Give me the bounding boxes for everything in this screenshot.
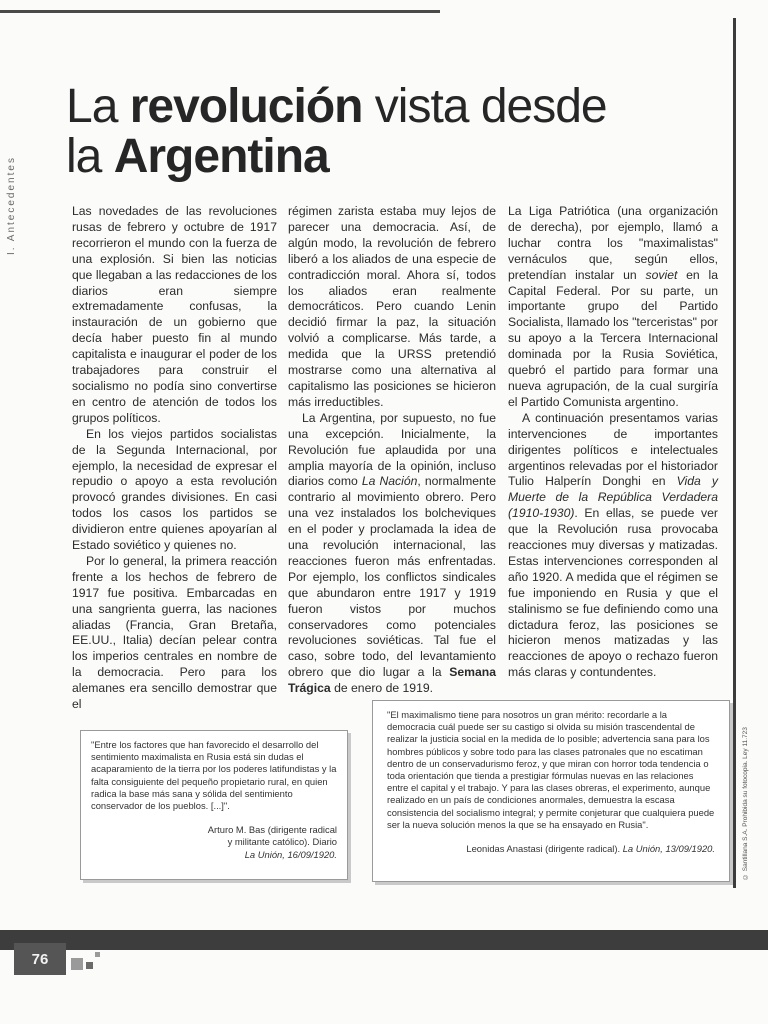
decorative-square <box>95 952 100 957</box>
copyright-notice: © Santillana S.A. Prohibida su fotocopia. Ley 11.723 <box>742 727 749 880</box>
text-column-1 <box>72 204 277 713</box>
quote-attribution: Arturo M. Bas (dirigente radical y militante católico). Diario La Unión, 16/09/1920. <box>207 824 337 860</box>
side-running-title: I. Antecedentes <box>6 156 17 255</box>
quote-text: "El maximalismo tiene para nosotros un gran mérito: recordarle a la democracia cuál puede ser su castigo si olvida su misión trascendental de realizar la justicia social en la medida de lo posible; advertencia sana para los hombres públicos y sobre todo para las clases patronales que no escatiman dentro de un conservadurismo feroz, y que miran con horror toda tendencia o toda orientación que tienda a prestigiar fórmulas nuevas en las relaciones entre el capital y el trabajo. Y para las clases obreras, el experimento, aunque realizado en un país de condiciones anormales, demuestra la escasa consistencia del socialismo integral; y permite conjeturar que cualquiera puede ser la nueva solución menos la que se ha ensayado en Rusia". <box>387 709 715 830</box>
footer-band <box>0 930 768 950</box>
paragraph: La Liga Patriótica (una organización de derecha), por ejemplo, llamó a luchar contra los "maximalistas" vernáculos que, según ellos, pretendían instalar un soviet en la Capital Federal. Por su parte, un importante grupo del Partido Socialista, llamado los "terceristas" por su apoyo a la Tercera Internacional dominada por la Rusia Soviética, quebró el partido para formar una nueva agrupación, de la cual surgiría el Partido Comunista argentino. <box>508 204 718 409</box>
quote-attribution: Leonidas Anastasi (dirigente radical). La Unión, 13/09/1920. <box>466 843 715 855</box>
text-column-2 <box>288 204 496 697</box>
top-rule <box>0 10 440 13</box>
decorative-square <box>71 958 83 970</box>
quote-box-anastasi <box>372 700 730 882</box>
paragraph: A continuación presentamos varias intervenciones de importantes dirigentes políticos e intelectuales argentinos relevadas por el historiador Tulio Halperín Donghi en Vida y Muerte de la República Verdadera (1910-1930). En ellas, se puede ver que la Revolución rusa provocaba reacciones muy diversas y matizadas. Estas intervenciones corresponden al año 1920. A medida que el régimen se fue imponiendo en Rusia y que el stalinismo se fue definiendo como una dictadura feroz, las posiciones se hicieron menos matizadas y las reacciones de apoyo o rechazo fueron más claras y contundentes. <box>508 410 718 680</box>
paragraph: La Argentina, por supuesto, no fue una excepción. Inicialmente, la Revolución fue aplaudida por una amplia mayoría de la opinión, incluso diarios como La Nación, normalmente contrario al movimiento obrero. Pero una vez instalados los bolcheviques en el poder y proclamada la idea de una revolución internacional, las reacciones fueron más enfrentadas. Por ejemplo, los conflictos sindicales que abundaron entre 1917 y 1919 fueron vistos por muchos conservadores como potenciales revoluciones soviéticas. Tal fue el caso, sobre todo, del levantamiento obrero que dio lugar a la Semana Trágica de enero de 1919. <box>288 410 496 696</box>
paragraph: régimen zarista estaba muy lejos de parecer una democracia. Así, de algún modo, la revolución de febrero liberó a los aliados de una especie de contradicción moral. Ahora sí, todos los aliados eran realmente democráticos. Pero cuando Lenin decidió firmar la paz, la situación volvió a complicarse. Más tarde, a medida que la URSS pretendió mostrarse como una alternativa al capitalismo las posiciones se hicieron más irreductibles. <box>288 204 496 409</box>
paragraph: Por lo general, la primera reacción frente a los hechos de febrero de 1917 fue positiva. Embarcadas en una sangrienta guerra, las naciones aliadas (Francia, Gran Bretaña, EE.UU., Italia) decían pelear contra los imperios centrales en nombre de la democracia. Pero para los alemanes era sencillo demostrar que el <box>72 553 277 712</box>
paragraph: En los viejos partidos socialistas de la Segunda Internacional, por ejemplo, la necesidad de expresar el repudio o apoyo a esta revolución provocó grandes divisiones. En casi todos los casos los partidos se dividieron entre quienes apoyarían al Estado soviético y quienes no. <box>72 426 277 553</box>
page-title: La revolución vista desde la Argentina <box>66 80 607 183</box>
right-margin-rule <box>733 18 736 888</box>
text-column-3 <box>508 204 718 681</box>
quote-box-bas <box>80 730 348 880</box>
paragraph: Las novedades de las revoluciones rusas de febrero y octubre de 1917 recorrieron el mundo con la fuerza de una explosión. Si bien las noticias que llegaban a las redacciones de los diarios eran siempre extremadamente confusas, la instauración de un gobierno que decía haber puesto fin al mundo capitalista e inaugurar el poder de los trabajadores para construir el socialismo no podía sino convertirse en centro de atención de todos los grupos políticos. <box>72 204 277 425</box>
quote-text: "Entre los factores que han favorecido el desarrollo del sentimiento maximalista en Rusia está sin dudas el acaparamiento de la tierra por los poderes latifundistas y la falta consiguiente del pequeño propietario rural, en quien radica la base más sana y sólida del sentimiento conservador de los pueblos. [...]". <box>91 739 337 812</box>
page-number: 76 <box>14 943 66 975</box>
decorative-square <box>86 962 93 969</box>
